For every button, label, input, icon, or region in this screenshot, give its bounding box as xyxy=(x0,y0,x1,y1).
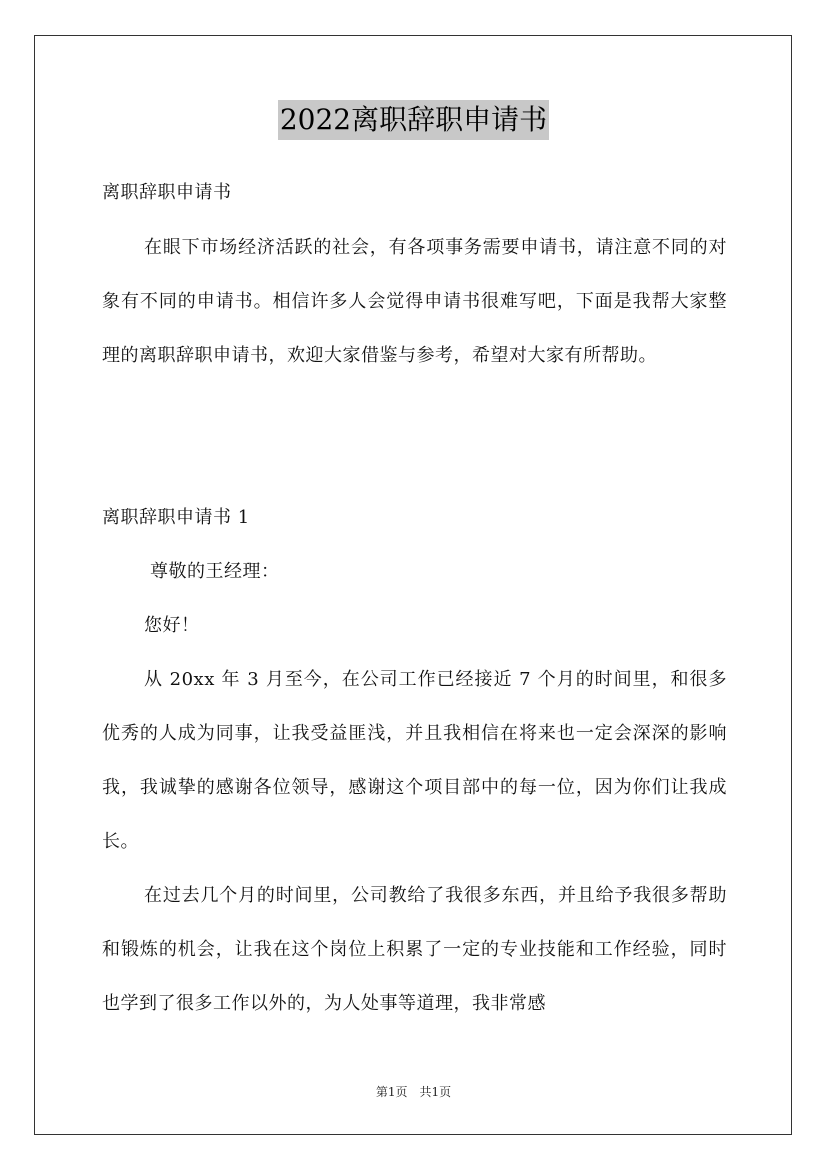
intro-paragraph: 在眼下市场经济活跃的社会，有各项事务需要申请书，请注意不同的对象有不同的申请书。相信许多人会觉得申请书很难写吧，下面是我帮大家整理的离职辞职申请书，欢迎大家借鉴与参考，希望对大家有所帮助。 xyxy=(102,237,727,366)
section-heading: 离职辞职申请书 1 xyxy=(102,507,250,528)
title-container xyxy=(0,100,827,140)
document-title: 2022离职辞职申请书 xyxy=(278,100,549,140)
page-footer: 第1页 共1页 xyxy=(375,1085,452,1099)
intro-heading: 离职辞职申请书 xyxy=(102,182,232,203)
greeting: 您好！ xyxy=(144,615,200,636)
body-paragraph-2: 在过去几个月的时间里，公司教给了我很多东西，并且给予我很多帮助和锻炼的机会，让我在这个岗位上积累了一定的专业技能和工作经验，同时也学到了很多工作以外的，为人处事等道理，我非常感 xyxy=(102,885,727,1014)
salutation: 尊敬的王经理： xyxy=(150,561,280,582)
body-paragraph-1: 从 20xx 年 3 月至今，在公司工作已经接近 7 个月的时间里，和很多优秀的人成为同事，让我受益匪浅，并且我相信在将来也一定会深深的影响我，我诚挚的感谢各位领导，感谢这个项目部中的每一位，因为你们让我成长。 xyxy=(102,669,727,852)
